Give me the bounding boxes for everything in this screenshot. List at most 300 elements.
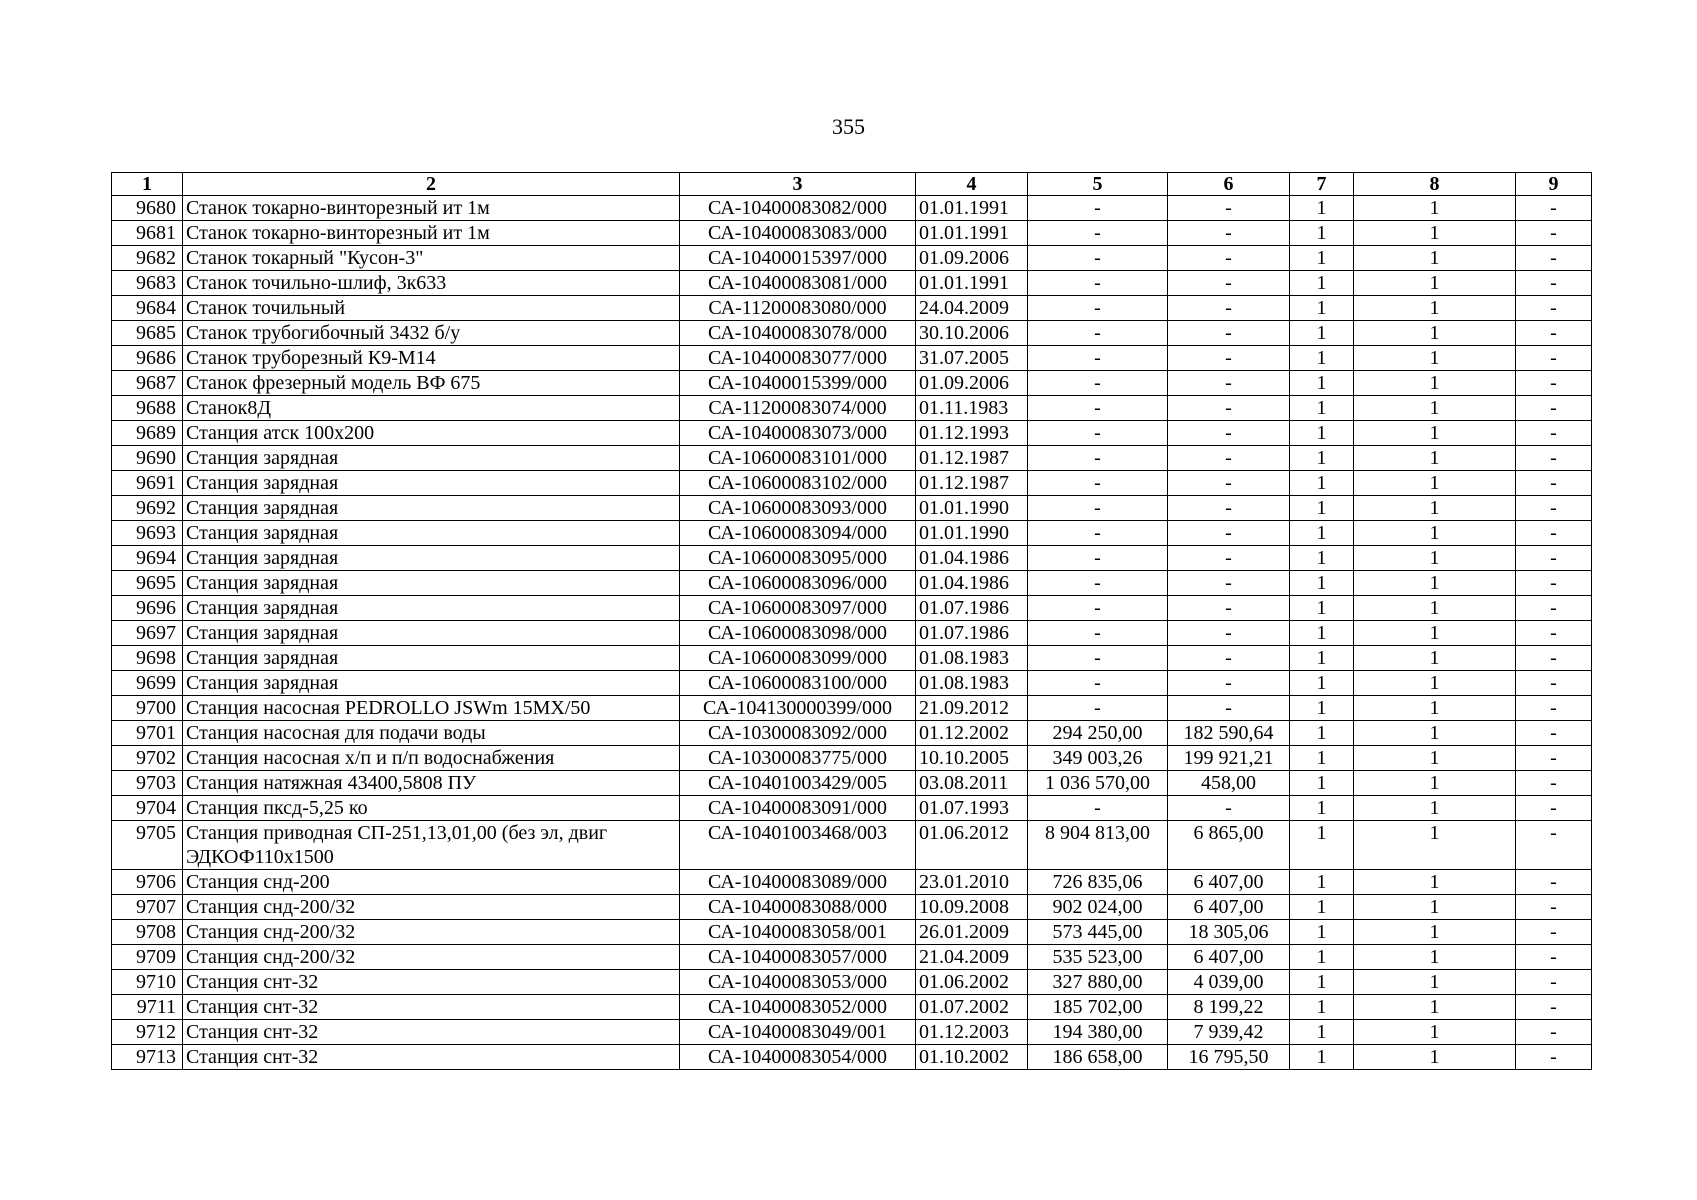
col9-value-cell: - xyxy=(1516,546,1592,571)
inventory-code-cell: СА-10400083081/000 xyxy=(680,271,916,296)
col7-value-cell: 1 xyxy=(1290,646,1354,671)
date-cell: 01.09.2006 xyxy=(916,246,1028,271)
col9-value-cell: - xyxy=(1516,945,1592,970)
col9-value-cell: - xyxy=(1516,196,1592,221)
inventory-code-cell: СА-10400083089/000 xyxy=(680,870,916,895)
col9-value-cell: - xyxy=(1516,471,1592,496)
column-header: 1 xyxy=(112,173,183,196)
col6-value-cell: - xyxy=(1168,646,1290,671)
inventory-code-cell: СА-104130000399/000 xyxy=(680,696,916,721)
inventory-code-cell: СА-10400083049/001 xyxy=(680,1020,916,1045)
table-row xyxy=(112,496,1592,521)
date-cell: 01.07.1993 xyxy=(916,796,1028,821)
row-number-cell: 9709 xyxy=(112,945,183,970)
col7-value-cell: 1 xyxy=(1290,396,1354,421)
date-cell: 01.01.1990 xyxy=(916,496,1028,521)
col5-value-cell: 186 658,00 xyxy=(1028,1045,1168,1070)
col8-value-cell: 1 xyxy=(1354,1020,1516,1045)
row-number-cell: 9712 xyxy=(112,1020,183,1045)
table-row xyxy=(112,371,1592,396)
row-number-cell: 9699 xyxy=(112,671,183,696)
item-name-cell: Станок точильно-шлиф, 3к633 xyxy=(183,271,680,296)
table-row xyxy=(112,746,1592,771)
col9-value-cell: - xyxy=(1516,995,1592,1020)
col7-value-cell: 1 xyxy=(1290,920,1354,945)
col8-value-cell: 1 xyxy=(1354,696,1516,721)
col5-value-cell: - xyxy=(1028,471,1168,496)
col9-value-cell: - xyxy=(1516,1020,1592,1045)
col5-value-cell: - xyxy=(1028,696,1168,721)
col6-value-cell: 8 199,22 xyxy=(1168,995,1290,1020)
col7-value-cell: 1 xyxy=(1290,621,1354,646)
col9-value-cell: - xyxy=(1516,521,1592,546)
col5-value-cell: - xyxy=(1028,396,1168,421)
col8-value-cell: 1 xyxy=(1354,970,1516,995)
item-name-cell: Станок трубогибочный 3432 б/у xyxy=(183,321,680,346)
table-row xyxy=(112,646,1592,671)
table-row xyxy=(112,721,1592,746)
table-row xyxy=(112,571,1592,596)
col9-value-cell: - xyxy=(1516,821,1592,870)
column-header: 2 xyxy=(183,173,680,196)
inventory-code-cell: СА-10600083094/000 xyxy=(680,521,916,546)
date-cell: 01.12.2002 xyxy=(916,721,1028,746)
date-cell: 01.07.2002 xyxy=(916,995,1028,1020)
table-row xyxy=(112,196,1592,221)
col8-value-cell: 1 xyxy=(1354,721,1516,746)
col8-value-cell: 1 xyxy=(1354,621,1516,646)
col6-value-cell: - xyxy=(1168,271,1290,296)
col6-value-cell: - xyxy=(1168,546,1290,571)
item-name-cell: Станция зарядная xyxy=(183,546,680,571)
col8-value-cell: 1 xyxy=(1354,396,1516,421)
item-name-cell: Станция зарядная xyxy=(183,671,680,696)
inventory-code-cell: СА-10400083058/001 xyxy=(680,920,916,945)
table-row xyxy=(112,696,1592,721)
table-row xyxy=(112,446,1592,471)
col5-value-cell: 185 702,00 xyxy=(1028,995,1168,1020)
col6-value-cell: - xyxy=(1168,371,1290,396)
col8-value-cell: 1 xyxy=(1354,546,1516,571)
column-header: 8 xyxy=(1354,173,1516,196)
col9-value-cell: - xyxy=(1516,721,1592,746)
row-number-cell: 9698 xyxy=(112,646,183,671)
table-row xyxy=(112,995,1592,1020)
inventory-code-cell: СА-10400083057/000 xyxy=(680,945,916,970)
col9-value-cell: - xyxy=(1516,496,1592,521)
table-row xyxy=(112,296,1592,321)
col8-value-cell: 1 xyxy=(1354,446,1516,471)
item-name-cell: Станция атск 100х200 xyxy=(183,421,680,446)
row-number-cell: 9691 xyxy=(112,471,183,496)
col5-value-cell: 726 835,06 xyxy=(1028,870,1168,895)
col7-value-cell: 1 xyxy=(1290,870,1354,895)
table-row xyxy=(112,596,1592,621)
col6-value-cell: - xyxy=(1168,796,1290,821)
item-name-cell: Станция приводная СП-251,13,01,00 (без эл, двиг ЭДКОФ110х1500 xyxy=(183,821,680,870)
row-number-cell: 9681 xyxy=(112,221,183,246)
date-cell: 01.06.2012 xyxy=(916,821,1028,870)
date-cell: 01.04.1986 xyxy=(916,546,1028,571)
col5-value-cell: - xyxy=(1028,446,1168,471)
col5-value-cell: - xyxy=(1028,221,1168,246)
item-name-cell: Станция зарядная xyxy=(183,596,680,621)
col9-value-cell: - xyxy=(1516,920,1592,945)
col9-value-cell: - xyxy=(1516,571,1592,596)
item-name-cell: Станция снт-32 xyxy=(183,970,680,995)
column-header: 7 xyxy=(1290,173,1354,196)
col6-value-cell: - xyxy=(1168,496,1290,521)
col6-value-cell: - xyxy=(1168,521,1290,546)
date-cell: 01.01.1991 xyxy=(916,221,1028,246)
col5-value-cell: - xyxy=(1028,421,1168,446)
col5-value-cell: - xyxy=(1028,596,1168,621)
date-cell: 01.01.1990 xyxy=(916,521,1028,546)
table-row xyxy=(112,671,1592,696)
table-row xyxy=(112,1045,1592,1070)
col6-value-cell: - xyxy=(1168,571,1290,596)
item-name-cell: Станок точильный xyxy=(183,296,680,321)
item-name-cell: Станция снд-200/32 xyxy=(183,920,680,945)
col5-value-cell: - xyxy=(1028,796,1168,821)
date-cell: 01.12.1987 xyxy=(916,471,1028,496)
col9-value-cell: - xyxy=(1516,671,1592,696)
row-number-cell: 9687 xyxy=(112,371,183,396)
col7-value-cell: 1 xyxy=(1290,371,1354,396)
date-cell: 01.07.1986 xyxy=(916,596,1028,621)
row-number-cell: 9701 xyxy=(112,721,183,746)
col5-value-cell: - xyxy=(1028,296,1168,321)
row-number-cell: 9697 xyxy=(112,621,183,646)
col8-value-cell: 1 xyxy=(1354,296,1516,321)
col6-value-cell: - xyxy=(1168,621,1290,646)
column-header: 6 xyxy=(1168,173,1290,196)
inventory-code-cell: СА-11200083074/000 xyxy=(680,396,916,421)
table-body xyxy=(112,196,1592,1070)
table-row xyxy=(112,346,1592,371)
col6-value-cell: - xyxy=(1168,346,1290,371)
col7-value-cell: 1 xyxy=(1290,945,1354,970)
col5-value-cell: - xyxy=(1028,571,1168,596)
inventory-code-cell: СА-10400083078/000 xyxy=(680,321,916,346)
date-cell: 01.01.1991 xyxy=(916,196,1028,221)
row-number-cell: 9705 xyxy=(112,821,183,870)
item-name-cell: Станок фрезерный модель ВФ 675 xyxy=(183,371,680,396)
col7-value-cell: 1 xyxy=(1290,821,1354,870)
col6-value-cell: - xyxy=(1168,196,1290,221)
col9-value-cell: - xyxy=(1516,246,1592,271)
inventory-code-cell: СА-10400083052/000 xyxy=(680,995,916,1020)
inventory-code-cell: СА-10400083082/000 xyxy=(680,196,916,221)
col7-value-cell: 1 xyxy=(1290,721,1354,746)
item-name-cell: Станция снт-32 xyxy=(183,1020,680,1045)
col5-value-cell: - xyxy=(1028,546,1168,571)
inventory-code-cell: СА-10600083096/000 xyxy=(680,571,916,596)
row-number-cell: 9690 xyxy=(112,446,183,471)
col9-value-cell: - xyxy=(1516,271,1592,296)
inventory-code-cell: СА-10401003429/005 xyxy=(680,771,916,796)
col8-value-cell: 1 xyxy=(1354,646,1516,671)
col8-value-cell: 1 xyxy=(1354,246,1516,271)
date-cell: 01.01.1991 xyxy=(916,271,1028,296)
col6-value-cell: - xyxy=(1168,671,1290,696)
col9-value-cell: - xyxy=(1516,421,1592,446)
item-name-cell: Станция зарядная xyxy=(183,471,680,496)
inventory-code-cell: СА-10400083054/000 xyxy=(680,1045,916,1070)
column-header: 3 xyxy=(680,173,916,196)
row-number-cell: 9694 xyxy=(112,546,183,571)
inventory-code-cell: СА-10600083097/000 xyxy=(680,596,916,621)
col9-value-cell: - xyxy=(1516,1045,1592,1070)
item-name-cell: Станция насосная PEDROLLO JSWm 15MX/50 xyxy=(183,696,680,721)
row-number-cell: 9685 xyxy=(112,321,183,346)
date-cell: 01.06.2002 xyxy=(916,970,1028,995)
date-cell: 21.09.2012 xyxy=(916,696,1028,721)
col5-value-cell: - xyxy=(1028,196,1168,221)
date-cell: 01.08.1983 xyxy=(916,646,1028,671)
item-name-cell: Станок токарный "Кусон-3" xyxy=(183,246,680,271)
col7-value-cell: 1 xyxy=(1290,421,1354,446)
date-cell: 23.01.2010 xyxy=(916,870,1028,895)
item-name-cell: Станок токарно-винторезный ит 1м xyxy=(183,221,680,246)
col8-value-cell: 1 xyxy=(1354,196,1516,221)
row-number-cell: 9696 xyxy=(112,596,183,621)
item-name-cell: Станок8Д xyxy=(183,396,680,421)
col9-value-cell: - xyxy=(1516,221,1592,246)
col7-value-cell: 1 xyxy=(1290,895,1354,920)
row-number-cell: 9695 xyxy=(112,571,183,596)
col8-value-cell: 1 xyxy=(1354,995,1516,1020)
col7-value-cell: 1 xyxy=(1290,321,1354,346)
col5-value-cell: 535 523,00 xyxy=(1028,945,1168,970)
col5-value-cell: - xyxy=(1028,671,1168,696)
inventory-code-cell: СА-10400083083/000 xyxy=(680,221,916,246)
item-name-cell: Станция насосная х/п и п/п водоснабжения xyxy=(183,746,680,771)
date-cell: 01.04.1986 xyxy=(916,571,1028,596)
row-number-cell: 9682 xyxy=(112,246,183,271)
col8-value-cell: 1 xyxy=(1354,920,1516,945)
col7-value-cell: 1 xyxy=(1290,1045,1354,1070)
col8-value-cell: 1 xyxy=(1354,271,1516,296)
date-cell: 31.07.2005 xyxy=(916,346,1028,371)
col8-value-cell: 1 xyxy=(1354,945,1516,970)
page-number: 355 xyxy=(832,114,865,139)
table-row xyxy=(112,970,1592,995)
col5-value-cell: - xyxy=(1028,346,1168,371)
inventory-code-cell: СА-10600083098/000 xyxy=(680,621,916,646)
inventory-code-cell: СА-11200083080/000 xyxy=(680,296,916,321)
row-number-cell: 9704 xyxy=(112,796,183,821)
inventory-code-cell: СА-10400015399/000 xyxy=(680,371,916,396)
inventory-code-cell: СА-10400083053/000 xyxy=(680,970,916,995)
row-number-cell: 9713 xyxy=(112,1045,183,1070)
col5-value-cell: - xyxy=(1028,246,1168,271)
col8-value-cell: 1 xyxy=(1354,221,1516,246)
column-header: 5 xyxy=(1028,173,1168,196)
table-row xyxy=(112,221,1592,246)
col6-value-cell: 16 795,50 xyxy=(1168,1045,1290,1070)
table-row xyxy=(112,396,1592,421)
date-cell: 01.09.2006 xyxy=(916,371,1028,396)
inventory-code-cell: СА-10400015397/000 xyxy=(680,246,916,271)
date-cell: 03.08.2011 xyxy=(916,771,1028,796)
table-row xyxy=(112,271,1592,296)
col5-value-cell: 573 445,00 xyxy=(1028,920,1168,945)
col7-value-cell: 1 xyxy=(1290,696,1354,721)
table-row xyxy=(112,471,1592,496)
row-number-cell: 9684 xyxy=(112,296,183,321)
col6-value-cell: - xyxy=(1168,696,1290,721)
col9-value-cell: - xyxy=(1516,746,1592,771)
header-row xyxy=(112,173,1592,196)
col5-value-cell: 327 880,00 xyxy=(1028,970,1168,995)
col9-value-cell: - xyxy=(1516,696,1592,721)
table-row xyxy=(112,521,1592,546)
inventory-code-cell: СА-10600083099/000 xyxy=(680,646,916,671)
col7-value-cell: 1 xyxy=(1290,346,1354,371)
row-number-cell: 9700 xyxy=(112,696,183,721)
col6-value-cell: 458,00 xyxy=(1168,771,1290,796)
table-row xyxy=(112,771,1592,796)
row-number-cell: 9706 xyxy=(112,870,183,895)
col6-value-cell: - xyxy=(1168,421,1290,446)
col6-value-cell: - xyxy=(1168,396,1290,421)
col6-value-cell: 6 407,00 xyxy=(1168,945,1290,970)
col9-value-cell: - xyxy=(1516,895,1592,920)
date-cell: 01.08.1983 xyxy=(916,671,1028,696)
col6-value-cell: 7 939,42 xyxy=(1168,1020,1290,1045)
col5-value-cell: 349 003,26 xyxy=(1028,746,1168,771)
item-name-cell: Станция зарядная xyxy=(183,446,680,471)
col9-value-cell: - xyxy=(1516,771,1592,796)
col9-value-cell: - xyxy=(1516,970,1592,995)
table-row xyxy=(112,246,1592,271)
table-row xyxy=(112,821,1592,870)
col7-value-cell: 1 xyxy=(1290,296,1354,321)
col6-value-cell: - xyxy=(1168,596,1290,621)
date-cell: 01.12.1987 xyxy=(916,446,1028,471)
col5-value-cell: - xyxy=(1028,271,1168,296)
date-cell: 26.01.2009 xyxy=(916,920,1028,945)
col8-value-cell: 1 xyxy=(1354,671,1516,696)
col9-value-cell: - xyxy=(1516,396,1592,421)
col6-value-cell: - xyxy=(1168,246,1290,271)
col6-value-cell: 6 407,00 xyxy=(1168,895,1290,920)
col8-value-cell: 1 xyxy=(1354,421,1516,446)
item-name-cell: Станция снд-200 xyxy=(183,870,680,895)
col7-value-cell: 1 xyxy=(1290,671,1354,696)
col7-value-cell: 1 xyxy=(1290,471,1354,496)
col8-value-cell: 1 xyxy=(1354,496,1516,521)
col7-value-cell: 1 xyxy=(1290,596,1354,621)
col8-value-cell: 1 xyxy=(1354,796,1516,821)
col5-value-cell: 194 380,00 xyxy=(1028,1020,1168,1045)
col7-value-cell: 1 xyxy=(1290,571,1354,596)
col6-value-cell: - xyxy=(1168,446,1290,471)
col7-value-cell: 1 xyxy=(1290,546,1354,571)
col5-value-cell: 294 250,00 xyxy=(1028,721,1168,746)
item-name-cell: Станция зарядная xyxy=(183,496,680,521)
col5-value-cell: 902 024,00 xyxy=(1028,895,1168,920)
row-number-cell: 9708 xyxy=(112,920,183,945)
inventory-code-cell: СА-10600083100/000 xyxy=(680,671,916,696)
table-row xyxy=(112,920,1592,945)
row-number-cell: 9683 xyxy=(112,271,183,296)
col6-value-cell: - xyxy=(1168,321,1290,346)
date-cell: 01.12.2003 xyxy=(916,1020,1028,1045)
item-name-cell: Станция натяжная 43400,5808 ПУ xyxy=(183,771,680,796)
inventory-code-cell: СА-10401003468/003 xyxy=(680,821,916,870)
col6-value-cell: 182 590,64 xyxy=(1168,721,1290,746)
col8-value-cell: 1 xyxy=(1354,346,1516,371)
col7-value-cell: 1 xyxy=(1290,446,1354,471)
inventory-code-cell: СА-10300083092/000 xyxy=(680,721,916,746)
row-number-cell: 9686 xyxy=(112,346,183,371)
col8-value-cell: 1 xyxy=(1354,521,1516,546)
inventory-code-cell: СА-10300083775/000 xyxy=(680,746,916,771)
col8-value-cell: 1 xyxy=(1354,371,1516,396)
table-row xyxy=(112,421,1592,446)
date-cell: 10.09.2008 xyxy=(916,895,1028,920)
col9-value-cell: - xyxy=(1516,796,1592,821)
col7-value-cell: 1 xyxy=(1290,221,1354,246)
col5-value-cell: - xyxy=(1028,521,1168,546)
col5-value-cell: - xyxy=(1028,371,1168,396)
date-cell: 01.07.1986 xyxy=(916,621,1028,646)
col6-value-cell: 199 921,21 xyxy=(1168,746,1290,771)
item-name-cell: Станция зарядная xyxy=(183,646,680,671)
col9-value-cell: - xyxy=(1516,596,1592,621)
item-name-cell: Станция снд-200/32 xyxy=(183,895,680,920)
col8-value-cell: 1 xyxy=(1354,1045,1516,1070)
row-number-cell: 9711 xyxy=(112,995,183,1020)
item-name-cell: Станок токарно-винторезный ит 1м xyxy=(183,196,680,221)
col6-value-cell: - xyxy=(1168,471,1290,496)
inventory-code-cell: СА-10600083093/000 xyxy=(680,496,916,521)
col6-value-cell: 4 039,00 xyxy=(1168,970,1290,995)
col7-value-cell: 1 xyxy=(1290,496,1354,521)
col5-value-cell: - xyxy=(1028,321,1168,346)
date-cell: 10.10.2005 xyxy=(916,746,1028,771)
inventory-code-cell: СА-10400083073/000 xyxy=(680,421,916,446)
col9-value-cell: - xyxy=(1516,446,1592,471)
col9-value-cell: - xyxy=(1516,296,1592,321)
inventory-code-cell: СА-10600083102/000 xyxy=(680,471,916,496)
col7-value-cell: 1 xyxy=(1290,271,1354,296)
col9-value-cell: - xyxy=(1516,646,1592,671)
col7-value-cell: 1 xyxy=(1290,746,1354,771)
date-cell: 24.04.2009 xyxy=(916,296,1028,321)
col8-value-cell: 1 xyxy=(1354,596,1516,621)
inventory-code-cell: СА-10400083088/000 xyxy=(680,895,916,920)
row-number-cell: 9692 xyxy=(112,496,183,521)
table-row xyxy=(112,796,1592,821)
inventory-code-cell: СА-10400083091/000 xyxy=(680,796,916,821)
table-row xyxy=(112,1020,1592,1045)
col7-value-cell: 1 xyxy=(1290,246,1354,271)
inventory-code-cell: СА-10400083077/000 xyxy=(680,346,916,371)
row-number-cell: 9702 xyxy=(112,746,183,771)
asset-register-table xyxy=(111,172,1592,1070)
col8-value-cell: 1 xyxy=(1354,321,1516,346)
col8-value-cell: 1 xyxy=(1354,821,1516,870)
col9-value-cell: - xyxy=(1516,321,1592,346)
item-name-cell: Станция снд-200/32 xyxy=(183,945,680,970)
col9-value-cell: - xyxy=(1516,870,1592,895)
col7-value-cell: 1 xyxy=(1290,196,1354,221)
table-row xyxy=(112,895,1592,920)
date-cell: 01.10.2002 xyxy=(916,1045,1028,1070)
